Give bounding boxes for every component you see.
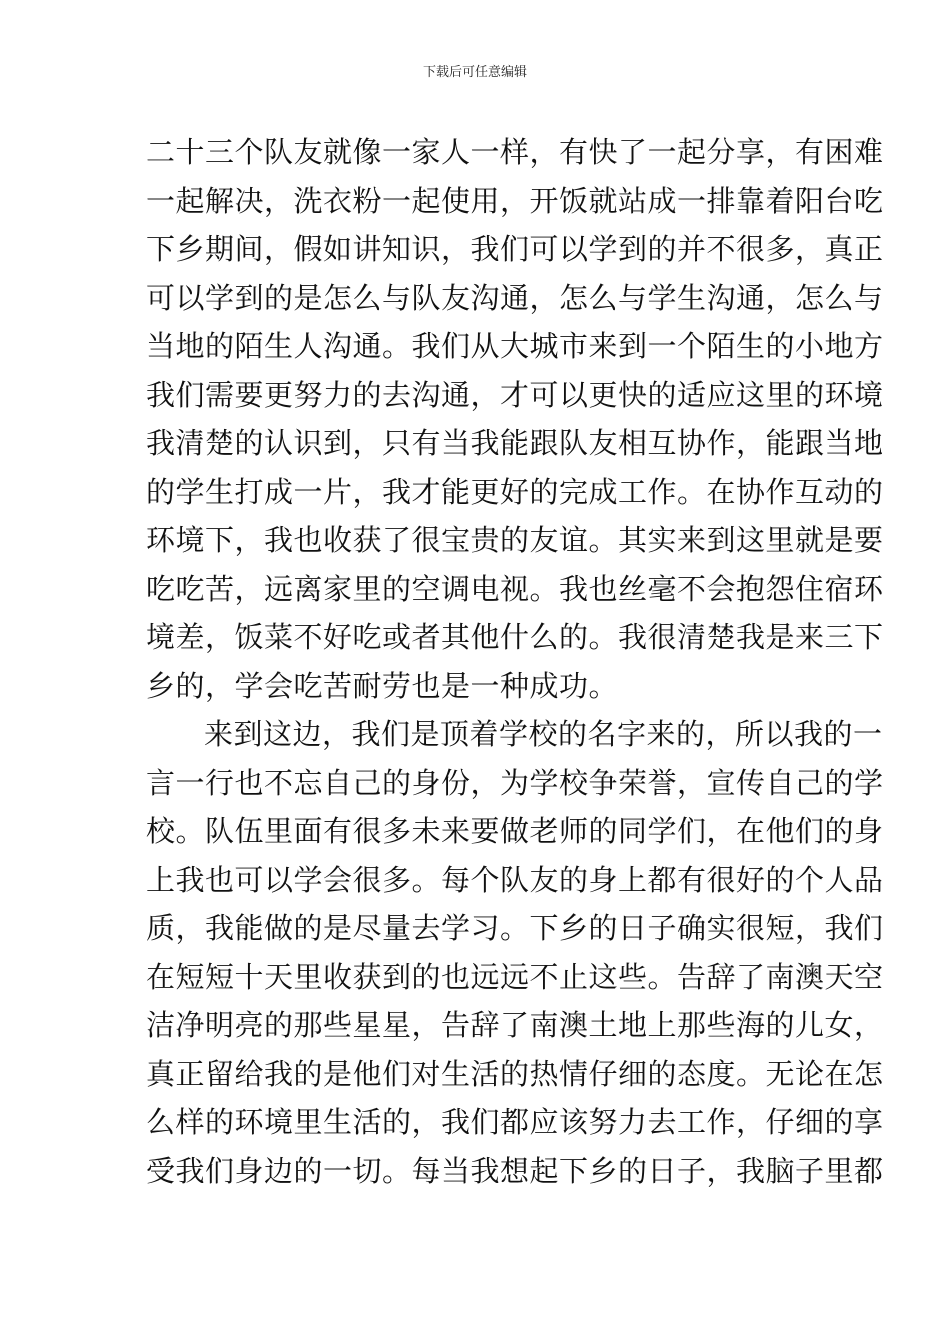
text-line: 质，我能做的是尽量去学习。下乡的日子确实很短，我们 [146, 911, 884, 945]
text-line: 洁净明亮的那些星星，告辞了南澳土地上那些海的儿女， [146, 1008, 884, 1042]
text-line: 我们需要更努力的去沟通，才可以更快的适应这里的环境 [146, 377, 884, 412]
text-line: 吃吃苦，远离家里的空调电视。我也丝毫不会抱怨住宿环 [146, 571, 884, 606]
text-line: 环境下，我也收获了很宝贵的友谊。其实来到这里就是要 [146, 523, 884, 557]
paragraph [146, 128, 884, 710]
text-line: 言一行也不忘自己的身份，为学校争荣誉，宣传自己的学 [146, 765, 884, 800]
page-header: 下载后可任意编辑 [422, 65, 527, 80]
text-line: 我清楚的认识到，只有当我能跟队友相互协作，能跟当地 [146, 426, 884, 460]
text-line: 校。队伍里面有很多未来要做老师的同学们，在他们的身 [146, 814, 884, 848]
body-text [146, 128, 884, 1195]
text-line: 当地的陌生人沟通。我们从大城市来到一个陌生的小地方 [146, 329, 884, 363]
text-line: 在短短十天里收获到的也远远不止这些。告辞了南澳天空 [146, 959, 884, 994]
text-line: 乡的，学会吃苦耐劳也是一种成功。 [146, 668, 619, 703]
paragraph [146, 710, 884, 1195]
text-line: 下乡期间，假如讲知识，我们可以学到的并不很多，真正 [146, 232, 884, 266]
text-line: 来到这边，我们是顶着学校的名字来的，所以我的一 [204, 717, 883, 751]
text-line: 二十三个队友就像一家人一样，有快了一起分享，有困难 [146, 135, 884, 169]
text-line: 可以学到的是怎么与队友沟通，怎么与学生沟通，怎么与 [146, 280, 884, 315]
text-line: 上我也可以学会很多。每个队友的身上都有很好的个人品 [146, 862, 884, 897]
text-line: 受我们身边的一切。每当我想起下乡的日子，我脑子里都 [146, 1153, 884, 1188]
text-line: 真正留给我的是他们对生活的热情仔细的态度。无论在怎 [146, 1056, 884, 1091]
text-line: 么样的环境里生活的，我们都应该努力去工作，仔细的享 [146, 1105, 884, 1139]
text-line: 的学生打成一片，我才能更好的完成工作。在协作互动的 [146, 474, 884, 509]
text-line: 一起解决，洗衣粉一起使用，开饭就站成一排靠着阳台吃 [146, 183, 884, 218]
text-line: 境差，饭菜不好吃或者其他什么的。我很清楚我是来三下 [146, 620, 884, 654]
